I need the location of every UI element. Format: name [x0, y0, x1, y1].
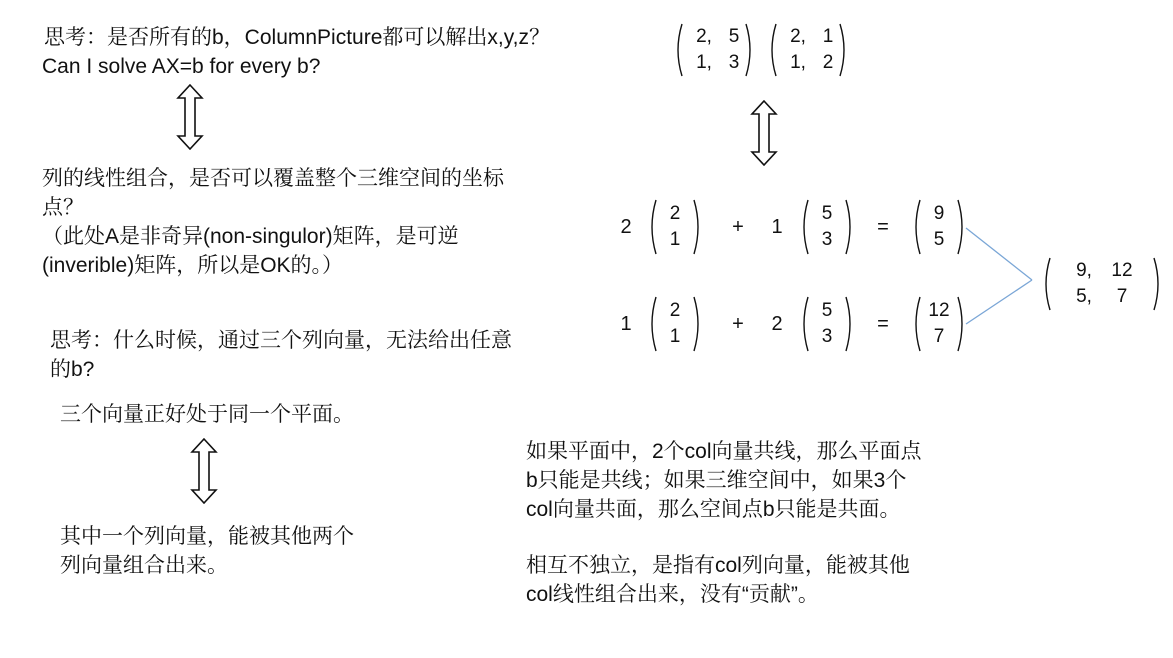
plus-sign: + [732, 216, 744, 238]
question-2-line-2: 的b? [50, 358, 95, 381]
vector-cell: 2 [669, 203, 681, 224]
note-1-line-3: col向量共面，那么空间点b只能是共面。 [526, 498, 901, 521]
question-2-line-1: 思考：什么时候，通过三个列向量，无法给出任意 [50, 329, 512, 352]
coefficient: 2 [620, 216, 632, 238]
note-1-line-2: b只能是共线；如果三维空间中，如果3个 [526, 469, 907, 492]
vector-cell: 1 [669, 326, 681, 347]
vector-cell: 5 [821, 203, 833, 224]
matrix-cell: 5, [1076, 286, 1092, 307]
coefficient: 1 [620, 313, 632, 335]
vector-cell: 9 [933, 203, 945, 224]
note-2-line-1: 相互不独立，是指有col列向量，能被其他 [526, 554, 910, 577]
matrix-cell: 2, [790, 26, 806, 47]
note-1-line-1: 如果平面中，2个col向量共线，那么平面点 [526, 440, 922, 463]
question-1-line-2: Can I solve AX=b for every b? [42, 55, 321, 78]
answer-2: 三个向量正好处于同一个平面。 [60, 403, 354, 426]
matrix-cell: 7 [1116, 286, 1128, 307]
answer-1-line-1: 列的线性组合，是否可以覆盖整个三维空间的坐标 [42, 167, 504, 190]
equals-sign: = [877, 216, 889, 238]
matrix-cell: 3 [728, 52, 740, 73]
answer-1-line-4: (inverible)矩阵，所以是OK的。） [42, 254, 344, 277]
vector-cell: 12 [928, 300, 950, 321]
vector-cell: 5 [933, 229, 945, 250]
coefficient: 2 [771, 313, 783, 335]
vector-cell: 5 [821, 300, 833, 321]
matrix-cell: 2 [822, 52, 834, 73]
answer-3-line-2: 列向量组合出来。 [60, 554, 228, 577]
vector-cell: 3 [821, 326, 833, 347]
result-matrix [1040, 256, 1164, 312]
vector-cell: 3 [821, 229, 833, 250]
matrix-cell: 12 [1111, 260, 1133, 281]
answer-1-line-3: （此处A是非奇异(non-singulor)矩阵，是可逆 [42, 225, 459, 248]
vector-cell: 7 [933, 326, 945, 347]
matrix-cell: 9, [1076, 260, 1092, 281]
matrix-cell: 2, [696, 26, 712, 47]
question-1-line-1: 思考：是否所有的b，ColumnPicture都可以解出x,y,z？ [44, 26, 551, 49]
answer-1-line-2: 点？ [42, 196, 84, 219]
matrix-cell: 1 [822, 26, 834, 47]
vector-cell: 1 [669, 229, 681, 250]
note-2-line-2: col线性组合出来，没有“贡献”。 [526, 583, 819, 606]
matrix-cell: 1, [696, 52, 712, 73]
equals-sign: = [877, 313, 889, 335]
matrix-cell: 1, [790, 52, 806, 73]
answer-3-line-1: 其中一个列向量，能被其他两个 [60, 525, 354, 548]
plus-sign: + [732, 313, 744, 335]
coefficient: 1 [771, 216, 783, 238]
vector-cell: 2 [669, 300, 681, 321]
matrix-cell: 5 [728, 26, 740, 47]
